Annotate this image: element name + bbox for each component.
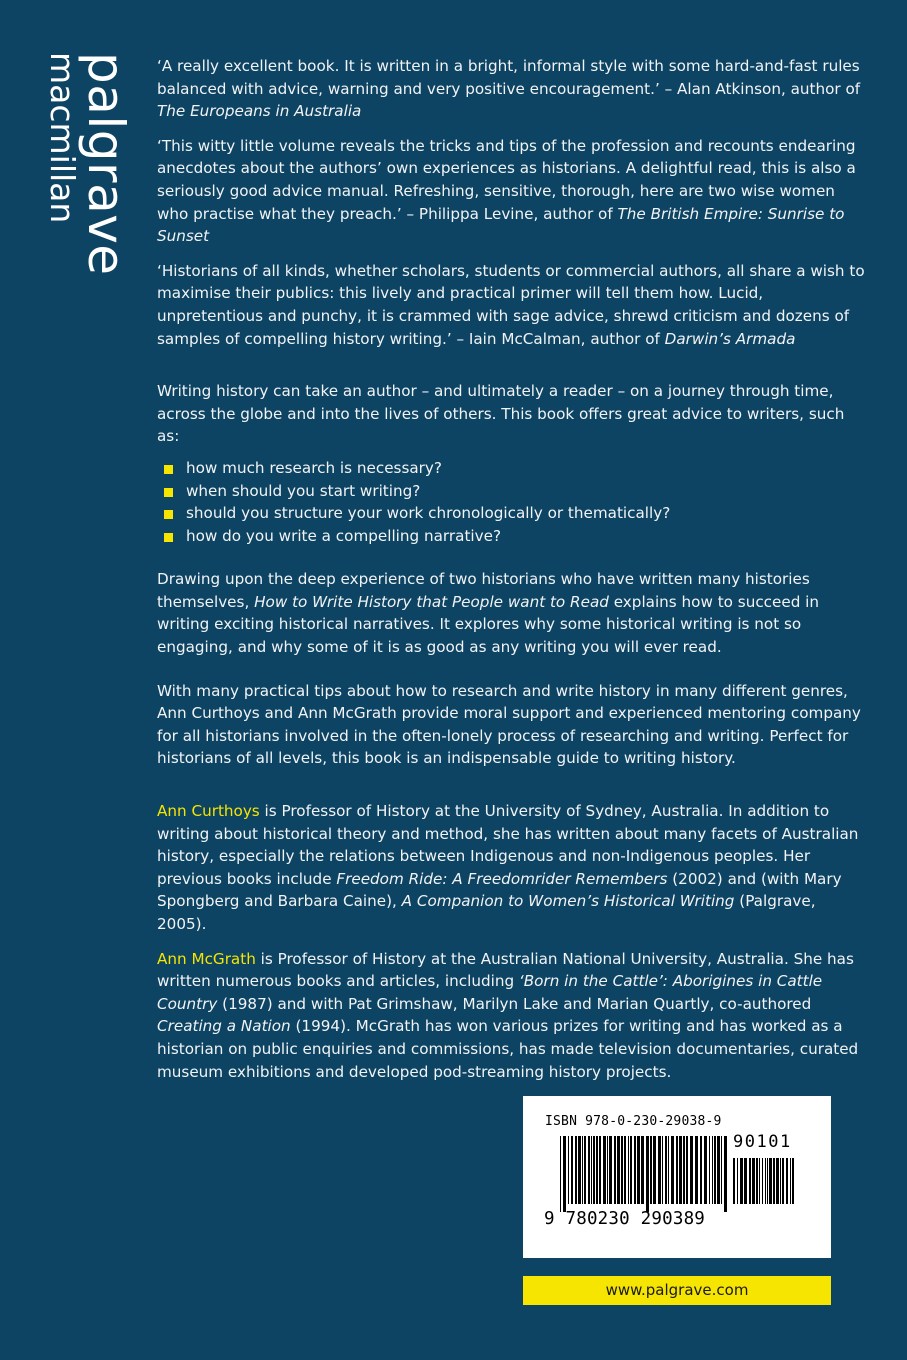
book-title: How to Write History that People want to Read [254,592,609,611]
advice-list [157,457,867,547]
barcode-bar [593,1136,595,1204]
barcode-bar [776,1158,779,1204]
bullet-square-icon [164,488,173,497]
barcode-bar [790,1158,791,1204]
barcode-bar [686,1136,688,1204]
isbn-label: ISBN 978-0-230-29038-9 [545,1114,722,1129]
barcode-bar [740,1158,743,1204]
barcode-bar [571,1136,573,1204]
quote-2-work: The British Empire: Sunrise to Sunset [157,204,845,246]
bullet-square-icon [164,465,173,474]
review-quote-1: ‘A really excellent book. It is written in a bright, informal style with some hard-and-fast rules balanced with advice, warning and very positive encouragement.’ – Alan Atkinson, author of The Europeans in Australia [157,57,861,121]
ean-barcode-bars [560,1136,728,1212]
author-bio-mcgrath: Ann McGrath is Professor of History at the Australian National University, Australia. She has written numerous books and articles, including ‘Born in the Cattle’: Aborigines in Cattle Country (1987) and with Pat Grimshaw, Marilyn Lake and Marian Quartly, co-authored Creating a Nation (1994). McGrath has won various prizes for writing and has worked as a historian on public enquiries and commissions, has made television documentaries, curated museum exhibitions and developed pod-streaming history projects. [157,949,859,1081]
barcode-bar [653,1136,656,1204]
ean-number: 9 780230 290389 [544,1209,706,1229]
barcode-bar [724,1136,727,1212]
description-paragraph: Drawing upon the deep experience of two historians who have written many histories themselves, How to Write History that People want to Read explains how to succeed in writing exciting historical narratives. It explores why some historical writing is not so engaging, and why some of it is as good as any writing you will ever read. [157,570,820,657]
review-quote-2: ‘This witty little volume reveals the tricks and tips of the profession and recounts endearing anecdotes about the authors’ own experiences as historians. A delightful read, this is also a seriously good advice manual. Refreshing, sensitive, thorough, here are two wise women who practise what they preach.’ – Philippa Levine, author of The British Empire: Sunrise to Sunset [157,136,856,246]
barcode-bar [563,1136,566,1212]
barcode-bar [591,1136,592,1204]
barcode-bar [762,1158,763,1204]
barcode-bar [717,1136,720,1204]
barcode-bar [671,1136,674,1204]
barcode-bar [596,1136,598,1204]
barcode-bar [634,1136,636,1204]
barcode-bar [744,1158,747,1204]
price-code: 90101 [733,1132,792,1152]
publisher-logo [42,52,142,276]
barcode-bar [769,1158,772,1204]
barcode-bar [607,1136,608,1204]
barcode-bar [737,1158,738,1204]
back-cover-text [157,55,867,1083]
barcode-bar [628,1136,629,1204]
barcode-bar [668,1136,669,1204]
quote-1-work: The Europeans in Australia [157,102,362,121]
barcode-bar [709,1136,710,1204]
barcode-bar [676,1136,678,1204]
review-quote-3: ‘Historians of all kinds, whether scholars, students or commercial authors, all share a wish to maximise their publics: this lively and practical primer will tell them how. Lucid, unpretentious and punchy, it is crammed with sage advice, shrewd criticism and dozens of samples of compelling history writing.’ – Iain McCalman, author of Darwin’s Armada [157,261,865,348]
logo-macmillan: macmillan [43,52,82,224]
summary-paragraph: With many practical tips about how to research and write history in many different genres, Ann Curthoys and Ann McGrath provide moral support and experienced mentoring company for all historians involved in the often-lonely process of researching and writing. Perfect for historians of all levels, this book is an indispensable guide to writing history. [157,681,861,768]
barcode-bar [568,1136,569,1204]
barcode-bar [665,1136,667,1204]
barcode-bar [650,1136,652,1204]
list-item: when should you start writing? [157,480,867,503]
barcode-bar [765,1158,766,1204]
bullet-square-icon [164,510,173,519]
barcode-bar [780,1158,781,1204]
barcode-bar [700,1136,702,1204]
list-item: should you structure your work chronologically or thematically? [157,502,867,525]
barcode-bar [767,1158,768,1204]
barcode-bar [786,1158,788,1204]
barcode-bar [683,1136,685,1204]
barcode-bar [733,1158,735,1204]
barcode-bar [749,1158,751,1204]
barcode-bar [584,1136,586,1204]
barcode-bar [624,1136,626,1204]
list-item: how much research is necessary? [157,457,867,480]
logo-palgrave: palgrave [77,52,135,276]
barcode-bar [599,1136,601,1204]
barcode-bar [560,1136,561,1212]
quote-3-work: Darwin’s Armada [664,329,796,348]
author-name: Ann McGrath [157,949,256,968]
barcode-bar [630,1136,632,1204]
barcode-bar [582,1136,583,1204]
isbn-barcode [523,1096,831,1258]
barcode-bar [578,1136,581,1204]
addon-barcode-bars [733,1158,795,1212]
barcode-bar [704,1136,707,1204]
barcode-bar [756,1158,758,1204]
barcode-bar [621,1136,623,1204]
barcode-bar [721,1136,722,1204]
barcode-bar [662,1136,663,1204]
website-link[interactable]: www.palgrave.com [605,1281,749,1299]
barcode-bar [614,1136,616,1204]
list-item: how do you write a compelling narrative? [157,525,867,548]
barcode-bar [609,1136,612,1204]
barcode-bar [782,1158,784,1204]
barcode-bar [679,1136,682,1204]
barcode-bar [646,1136,649,1212]
barcode-bar [773,1158,775,1204]
barcode-bar [658,1136,661,1204]
barcode-bar [792,1158,794,1204]
barcode-bar [637,1136,640,1204]
bullet-square-icon [164,533,173,542]
barcode-bar [641,1136,644,1204]
barcode-bar [617,1136,620,1204]
website-banner [523,1276,831,1305]
barcode-bar [752,1158,755,1204]
author-bio-curthoys: Ann Curthoys is Professor of History at the University of Sydney, Australia. In addition to writing about historical theory and method, she has written about many facets of Australian history, especially the relations between Indigenous and non-Indigenous peoples. Her previous books include Freedom Ride: A Freedomrider Remembers (2002) and (with Mary Spongberg and Barbara Caine), A Companion to Women’s Historical Writing (Palgrave, 2005). [157,802,859,933]
barcode-bar [603,1136,606,1204]
barcode-bar [714,1136,716,1204]
barcode-bar [712,1136,713,1204]
intro-paragraph: Writing history can take an author – and ultimately a reader – on a journey through time, across the globe and into the lives of others. This book offers great advice to writers, such as: [157,382,845,446]
barcode-bar [690,1136,693,1204]
barcode-bar [575,1136,577,1204]
barcode-bar [695,1136,698,1204]
barcode-bar [588,1136,590,1204]
barcode-bar [759,1158,760,1204]
author-name: Ann Curthoys [157,802,260,821]
